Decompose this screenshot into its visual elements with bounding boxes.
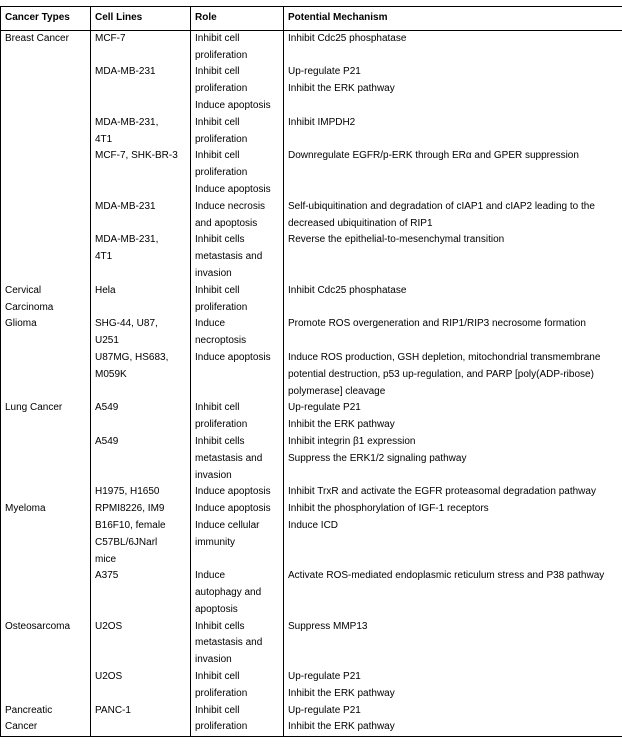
cell-text-line: A549 [95,435,119,447]
mechanism-cell [284,64,622,114]
cancer-type-cell [1,518,91,568]
cell-text-line: Induce apoptosis [195,99,271,111]
cancer-type-cell [1,232,91,282]
mechanism-cell [284,703,622,737]
cell-text-line: Inhibit the ERK pathway [288,419,395,431]
table-row [1,400,622,434]
cell-lines-cell [91,115,191,149]
cell-text-line: proliferation [195,419,248,431]
table-row [1,64,622,114]
role-cell [191,518,284,568]
cell-text-line: B16F10, female [95,519,166,531]
cell-text-line: Carcinoma [5,301,54,313]
table-header-row [1,7,622,31]
table-row [1,619,622,669]
mechanism-cell [284,115,622,149]
cell-lines-cell [91,518,191,568]
cell-text-line: Inhibit Cdc25 phosphatase [288,284,407,296]
cell-text-line: Inhibit cell [195,704,240,716]
cell-text-line: Downregulate EGFR/p-ERK through ERα and GPER suppression [288,150,579,162]
table-row [1,30,622,64]
cell-text-line: Induce apoptosis [195,183,271,195]
cell-text-line: C57BL/6JNarl [95,536,158,548]
cell-text-line: proliferation [195,721,248,733]
cell-lines-cell [91,619,191,669]
cell-text-line: M059K [95,368,127,380]
cell-text-line: Inhibit cells [195,234,245,246]
mechanism-cell [284,283,622,317]
cancer-type-cell [1,619,91,669]
cell-text-line: metastasis and [195,452,263,464]
cell-lines-cell [91,148,191,198]
cell-text-line: Induce [195,318,226,330]
cell-lines-cell [91,669,191,703]
cell-text-line: Hela [95,284,116,296]
mechanism-cell [284,434,622,484]
cell-text-line: 4T1 [95,251,113,263]
cell-text-line: Induce necrosis [195,200,266,212]
cancer-type-cell [1,434,91,484]
cell-lines-cell [91,199,191,233]
cell-text-line: Inhibit IMPDH2 [288,116,356,128]
cell-text-line: MDA-MB-231 [95,66,156,78]
table-row [1,148,622,198]
cell-text-line: Induce ICD [288,519,339,531]
cell-text-line: metastasis and [195,251,263,263]
cell-text-line: Induce apoptosis [195,503,271,515]
cancer-type-cell [1,316,91,350]
cell-text-line: Suppress the ERK1/2 signaling pathway [288,452,467,464]
cell-text-line: immunity [195,536,236,548]
cell-text-line: proliferation [195,167,248,179]
mechanism-cell [284,400,622,434]
cell-text-line: Inhibit cells [195,620,245,632]
header-potential-mechanism: Potential Mechanism [284,7,622,31]
cancer-type-cell [1,283,91,317]
table-row [1,568,622,618]
cancer-type-cell [1,400,91,434]
role-cell [191,703,284,737]
mechanism-cell [284,619,622,669]
cell-lines-cell [91,568,191,618]
cell-lines-cell [91,484,191,501]
cell-text-line: invasion [195,469,232,481]
cell-text-line: Inhibit cell [195,402,240,414]
cell-text-line: A375 [95,570,119,582]
role-cell [191,232,284,282]
cell-lines-cell [91,232,191,282]
cell-text-line: U251 [95,335,119,347]
mechanism-cell [284,669,622,703]
cell-lines-cell [91,501,191,518]
cell-text-line: RPMI8226, IM9 [95,503,165,515]
cell-text-line: Induce ROS production, GSH depletion, mitochondrial transmembrane [288,351,601,363]
cell-lines-cell [91,316,191,350]
cancer-type-cell [1,669,91,703]
cell-text-line: Suppress MMP13 [288,620,368,632]
table-row [1,115,622,149]
cell-text-line: proliferation [195,687,248,699]
cell-text-line: Lung Cancer [5,402,63,414]
cell-text-line: necroptosis [195,335,247,347]
role-cell [191,30,284,64]
cancer-mechanism-table [0,6,622,737]
mechanism-cell [284,568,622,618]
cell-text-line: potential destruction, p53 up-regulation, and PARP [poly(ADP-ribose) [288,368,594,380]
cell-text-line: MDA-MB-231, [95,234,159,246]
cancer-type-cell [1,350,91,400]
cell-text-line: A549 [95,402,119,414]
table-row [1,350,622,400]
cell-text-line: Glioma [5,318,37,330]
cell-text-line: Inhibit cells [195,435,245,447]
header-cell-lines: Cell Lines [91,7,191,31]
cancer-type-cell [1,30,91,64]
cell-text-line: Up-regulate P21 [288,704,361,716]
mechanism-cell [284,350,622,400]
role-cell [191,400,284,434]
cell-text-line: Promote ROS overgeneration and RIP1/RIP3 necrosome formation [288,318,586,330]
cell-text-line: Up-regulate P21 [288,671,361,683]
role-cell [191,115,284,149]
cell-text-line: Inhibit the ERK pathway [288,721,395,733]
role-cell [191,619,284,669]
cell-text-line: Inhibit cell [195,32,240,44]
cell-text-line: Inhibit the ERK pathway [288,687,395,699]
role-cell [191,669,284,703]
cell-lines-cell [91,434,191,484]
cell-text-line: proliferation [195,301,248,313]
cell-lines-cell [91,64,191,114]
cell-text-line: autophagy and [195,587,262,599]
cancer-type-cell [1,501,91,518]
cell-text-line: Reverse the epithelial-to-mesenchymal transition [288,234,505,246]
cell-text-line: Inhibit Cdc25 phosphatase [288,32,407,44]
role-cell [191,316,284,350]
mechanism-cell [284,199,622,233]
cell-text-line: Myeloma [5,503,46,515]
cell-text-line: invasion [195,267,232,279]
cell-text-line: MDA-MB-231, [95,116,159,128]
header-role: Role [191,7,284,31]
cell-text-line: Cervical [5,284,42,296]
role-cell [191,484,284,501]
cell-text-line: Inhibit cell [195,671,240,683]
cell-text-line: Induce [195,570,226,582]
cell-text-line: Induce cellular [195,519,260,531]
mechanism-cell [284,232,622,282]
table-row [1,283,622,317]
cell-text-line: mice [95,553,117,565]
cell-lines-cell [91,400,191,434]
cell-text-line: proliferation [195,49,248,61]
cancer-type-cell [1,199,91,233]
cell-text-line: Inhibit the ERK pathway [288,83,395,95]
cell-text-line: decreased ubiquitination of RIP1 [288,217,433,229]
cell-text-line: metastasis and [195,637,263,649]
cell-text-line: Inhibit cell [195,150,240,162]
cell-text-line: Inhibit cell [195,116,240,128]
cell-text-line: Activate ROS-mediated endoplasmic reticulum stress and P38 pathway [288,570,605,582]
cell-text-line: apoptosis [195,603,238,615]
cell-text-line: proliferation [195,83,248,95]
cell-text-line: MCF-7 [95,32,126,44]
cell-text-line: MCF-7, SHK-BR-3 [95,150,178,162]
cell-text-line: Pancreatic [5,704,53,716]
cell-text-line: U2OS [95,620,123,632]
cell-lines-cell [91,703,191,737]
cell-text-line: Inhibit cell [195,284,240,296]
table-row [1,316,622,350]
cell-text-line: Inhibit cell [195,66,240,78]
mechanism-cell [284,501,622,518]
mechanism-cell [284,518,622,568]
cell-text-line: Induce apoptosis [195,351,271,363]
cell-text-line: Osteosarcoma [5,620,71,632]
cell-text-line: Induce apoptosis [195,486,271,498]
cancer-type-cell [1,148,91,198]
cell-text-line: MDA-MB-231 [95,200,156,212]
cell-text-line: Inhibit the phosphorylation of IGF-1 receptors [288,503,489,515]
table-row [1,484,622,501]
cell-text-line: polymerase] cleavage [288,385,386,397]
role-cell [191,199,284,233]
role-cell [191,64,284,114]
table-row [1,703,622,737]
table-row [1,199,622,233]
header-cancer-types: Cancer Types [1,7,91,31]
cell-text-line: Breast Cancer [5,32,69,44]
cancer-type-cell [1,64,91,114]
cell-text-line: H1975, H1650 [95,486,160,498]
cell-text-line: invasion [195,654,232,666]
role-cell [191,350,284,400]
cell-text-line: SHG-44, U87, [95,318,158,330]
role-cell [191,283,284,317]
cell-text-line: Inhibit integrin β1 expression [288,435,416,447]
cell-lines-cell [91,30,191,64]
cell-lines-cell [91,350,191,400]
table-body [1,30,622,736]
cell-text-line: Up-regulate P21 [288,402,361,414]
mechanism-cell [284,484,622,501]
table-row [1,232,622,282]
mechanism-cell [284,148,622,198]
role-cell [191,148,284,198]
cell-text-line: Up-regulate P21 [288,66,361,78]
cell-text-line: proliferation [195,133,248,145]
cancer-type-cell [1,484,91,501]
cell-text-line: PANC-1 [95,704,131,716]
role-cell [191,434,284,484]
table-row [1,518,622,568]
role-cell [191,501,284,518]
cell-lines-cell [91,283,191,317]
role-cell [191,568,284,618]
mechanism-cell [284,30,622,64]
cell-text-line: Inhibit TrxR and activate the EGFR proteasomal degradation pathway [288,486,596,498]
cancer-type-cell [1,703,91,737]
cell-text-line: 4T1 [95,133,113,145]
mechanism-cell [284,316,622,350]
cell-text-line: Self-ubiquitination and degradation of cIAP1 and cIAP2 leading to the [288,200,595,212]
cell-text-line: and apoptosis [195,217,258,229]
table-row [1,501,622,518]
cancer-type-cell [1,115,91,149]
table-row [1,434,622,484]
cancer-type-cell [1,568,91,618]
cell-text-line: U87MG, HS683, [95,351,169,363]
cell-text-line: U2OS [95,671,123,683]
cell-text-line: Cancer [5,721,38,733]
table-row [1,669,622,703]
